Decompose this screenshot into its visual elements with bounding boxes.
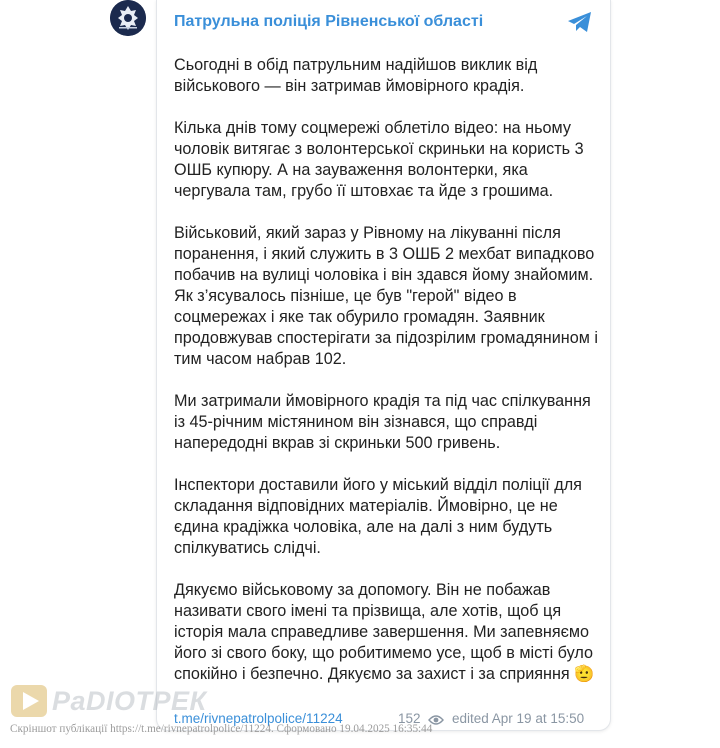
post-paragraph: Дякуємо військовому за допомогу. Він не побажав називати свого імені та прізвища, але хотів, щоб ця історія мала справедливе завершення. Ми запевняємо його зі свого боку, що робитимемо усе, щоб в місті було спокійно і безпечно. Дякуємо за захист і за сприяння 🫡 (174, 581, 595, 683)
play-icon (10, 684, 50, 720)
post-paragraph: Ми затримали ймовірного крадія та під час спілкування із 45-річним містянином він зізнався, що справді напередодні вкрав зі скриньки 500 гривень. (174, 392, 591, 452)
post-paragraph: Сьогодні в обід патрульним надійшов виклик від військового — він затримав ймовірного крадія. (174, 56, 538, 95)
channel-title[interactable]: Патрульна поліція Рівненської області (174, 13, 484, 30)
channel-avatar[interactable] (110, 0, 146, 36)
edited-timestamp: edited Apr 19 at 15:50 (452, 711, 585, 726)
radiotrek-watermark (10, 684, 207, 720)
post-paragraph: Інспектори доставили його у міський відділ поліції для складання відповідних матеріалів. Ймовірно, це не єдина крадіжка чоловіка, але на далі з ним будуть спілкуватись слідчі. (174, 476, 582, 557)
post-link[interactable]: t.me/rivnepatrolpolice/11224 (174, 711, 343, 726)
view-count: 152 (398, 711, 421, 726)
telegram-icon[interactable] (567, 11, 593, 33)
watermark-text: РаDIOТРЕК (52, 686, 207, 716)
post-card (156, 0, 611, 731)
post-paragraph: Військовий, який зараз у Рівному на лікуванні після поранення, і який служить в 3 ОШБ 2 мехбат випадково побачив на вулиці чоловіка і він здався йому знайомим. Як з’ясувалось пізніше, це був "герой" відео в соцмережах і яке так обурило громадян. Заявник продовжував спостерігати за підозрілим громадянином і тим часом набрав 102. (174, 224, 598, 368)
police-badge-icon (110, 0, 146, 36)
post-paragraph: Кілька днів тому соцмережі облетіло відео: на ньому чоловік витягає з волонтерської скриньки на користь 3 ОШБ купюру. А на зауваження волонтерки, яка чергувала там, грубо її штовхає та йде з грошима. (174, 119, 584, 200)
post-text (174, 55, 599, 685)
screenshot-caption: Скріншот публікації https://t.me/rivnepatrolpolice/11224. Сформовано 19.04.2025 16:35:44 (10, 723, 433, 735)
